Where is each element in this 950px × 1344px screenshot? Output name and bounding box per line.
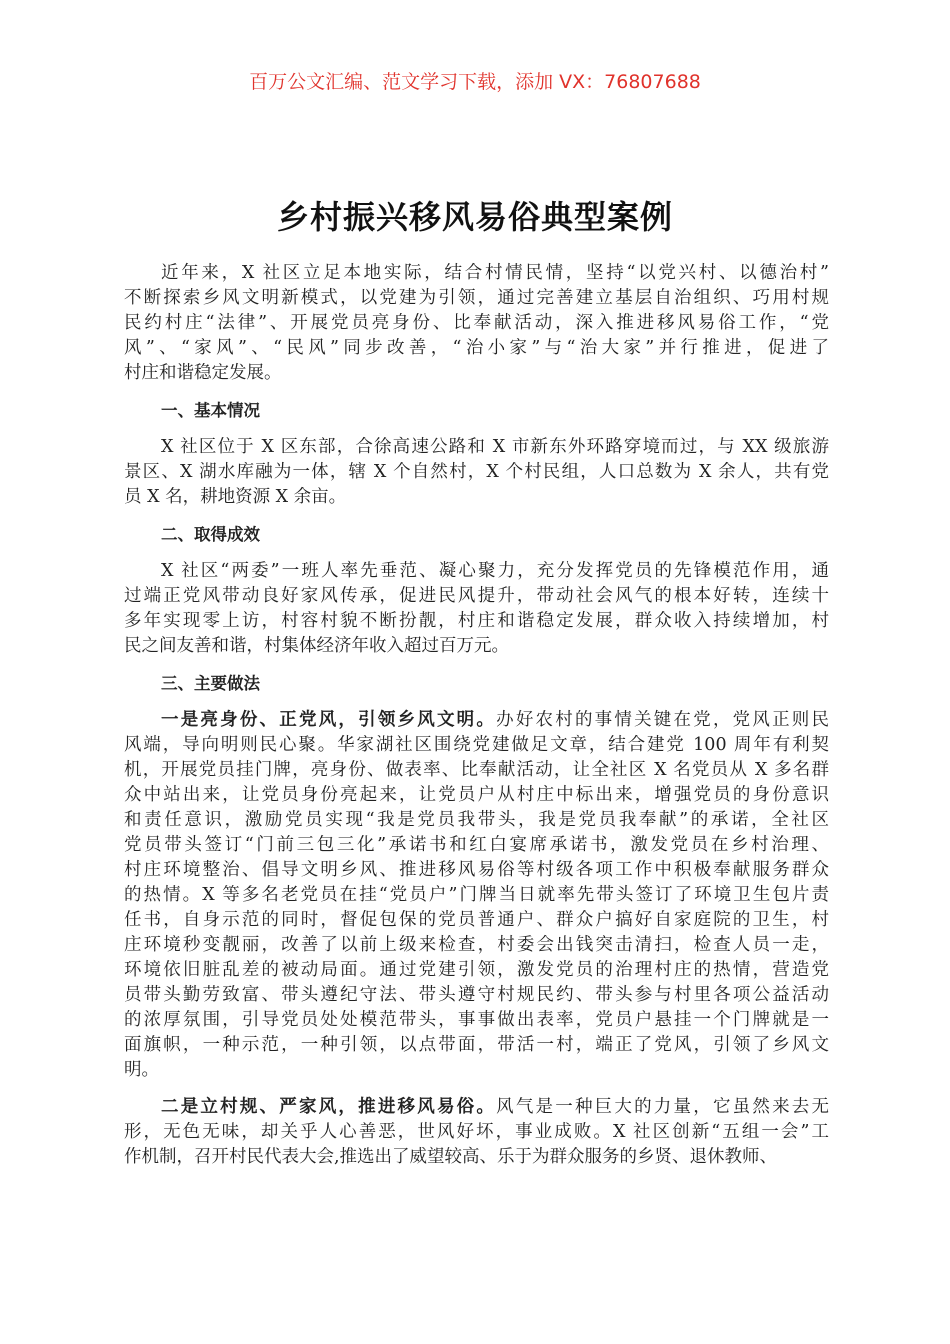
text-line <box>124 1008 829 1033</box>
line-text: 过端正党风带动良好家风传承，促进民风提升，带动社会风气的根本好转，连续十 <box>124 586 829 606</box>
line-text: 村庄和谐稳定发展。 <box>124 363 282 383</box>
line-text: 村庄环境整治、倡导文明乡风、推进移风易俗等村级各项工作中积极奉献服务群众 <box>124 860 829 880</box>
line-text: 风端，导向明则民心聚。华家湖社区围绕党建做足文章，结合建党 100 周年有利契 <box>124 735 829 755</box>
text-line <box>124 933 829 958</box>
paragraph <box>124 435 829 510</box>
text-line <box>124 758 829 783</box>
text-line <box>124 485 829 510</box>
watermark-header: 百万公文汇编、范文学习下载，添加 VX：76807688 <box>249 71 701 93</box>
line-text: 机，开展党员挂门牌，亮身份、做表率、比奉献活动，让全社区 X 名党员从 X 多名群 <box>124 760 829 780</box>
text-line <box>124 783 829 808</box>
paragraph <box>124 1095 829 1170</box>
line-text: 不断探索乡风文明新模式，以党建为引领，通过完善建立基层自治组织、巧用村规 <box>124 288 829 308</box>
line-text: 员 X 名，耕地资源 X 余亩。 <box>124 487 347 507</box>
text-line <box>124 733 829 758</box>
paragraph <box>124 708 829 1083</box>
text-line <box>124 584 829 609</box>
line-text: 多年实现零上访，村容村貌不断扮靓，村庄和谐稳定发展，群众收入持续增加，村 <box>124 611 829 631</box>
text-line <box>124 361 829 386</box>
text-line <box>124 609 829 634</box>
line-text: 风”、“家风”、“民风”同步改善，“治小家”与“治大家”并行推进，促进了 <box>124 338 829 358</box>
line-text: 作机制，召开村民代表大会,推选出了威望较高、乐于为群众服务的乡贤、退休教师、 <box>124 1147 778 1167</box>
text-line <box>124 634 829 659</box>
line-text: X 社区“两委”一班人率先垂范、凝心聚力，充分发挥党员的先锋模范作用，通 <box>161 561 829 581</box>
paragraph <box>124 261 829 386</box>
text-line <box>124 559 829 584</box>
line-text: 民之间友善和谐，村集体经济年收入超过百万元。 <box>124 636 509 656</box>
section-heading: 一、基本情况 <box>161 401 260 420</box>
text-line <box>124 261 829 286</box>
text-line <box>124 435 829 460</box>
line-text: 近年来，X 社区立足本地实际，结合村情民情，坚持“以党兴村、以德治村” <box>161 263 829 283</box>
bold-lead-sentence: 一是亮身份、正党风，引领乡风文明。 <box>161 710 497 730</box>
text-line <box>124 286 829 311</box>
line-text: 任书，自身示范的同时，督促包保的党员普通户、群众户搞好自家庭院的卫生，村 <box>124 910 829 930</box>
line-text: 环境依旧脏乱差的被动局面。通过党建引领，激发党员的治理村庄的热情，营造党 <box>124 960 829 980</box>
text-line <box>124 883 829 908</box>
text-line <box>124 1033 829 1058</box>
document-body <box>124 261 829 1182</box>
line-text: 面旗帜，一种示范，一种引领，以点带面，带活一村，端正了党风，引领了乡风文 <box>124 1035 829 1055</box>
text-line <box>124 908 829 933</box>
line-text: X 社区位于 X 区东部，合徐高速公路和 X 市新东外环路穿境而过，与 XX 级旅游 <box>161 437 829 457</box>
text-line <box>124 958 829 983</box>
section-heading: 二、取得成效 <box>161 525 260 544</box>
bold-lead-sentence: 二是立村规、严家风，推进移风易俗。 <box>161 1097 497 1117</box>
line-text: 和责任意识，激励党员实现“我是党员我带头，我是党员我奉献”的承诺，全社区 <box>124 810 829 830</box>
text-line <box>124 1120 829 1145</box>
line-text: 的浓厚氛围，引导党员处处模范带头，事事做出表率，党员户悬挂一个门牌就是一 <box>124 1010 829 1030</box>
line-text: 众中站出来，让党员身份亮起来，让党员户从村庄中标出来，增强党员的身份意识 <box>124 785 829 805</box>
text-line <box>124 1058 829 1083</box>
line-text: 风气是一种巨大的力量，它虽然来去无 <box>496 1097 830 1117</box>
line-text: 庄环境秒变靓丽，改善了以前上级来检查，村委会出钱突击清扫，检查人员一走， <box>124 935 829 955</box>
text-line <box>124 708 829 733</box>
line-text: 员带头勤劳致富、带头遵纪守法、带头遵守村规民约、带头参与村里各项公益活动 <box>124 985 829 1005</box>
text-line <box>124 336 829 361</box>
text-line <box>124 1145 829 1170</box>
text-line <box>124 808 829 833</box>
text-line <box>124 311 829 336</box>
document-title: 乡村振兴移风易俗典型案例 <box>276 198 673 236</box>
text-line <box>124 1095 829 1120</box>
paragraph <box>124 559 829 659</box>
text-line <box>124 858 829 883</box>
line-text: 形，无色无味，却关乎人心善恶，世风好坏，事业成败。X 社区创新“五组一会”工 <box>124 1122 829 1142</box>
line-text: 明。 <box>124 1060 159 1080</box>
line-text: 办好农村的事情关键在党，党风正则民 <box>496 710 830 730</box>
text-line <box>124 460 829 485</box>
line-text: 景区、X 湖水库融为一体，辖 X 个自然村，X 个村民组，人口总数为 X 余人，共有党 <box>124 462 829 482</box>
line-text: 党员带头签订“门前三包三化”承诺书和红白宴席承诺书，激发党员在乡村治理、 <box>124 835 829 855</box>
line-text: 民约村庄“法律”、开展党员亮身份、比奉献活动，深入推进移风易俗工作，“党 <box>124 313 829 333</box>
text-line <box>124 983 829 1008</box>
section-heading: 三、主要做法 <box>161 674 260 693</box>
line-text: 的热情。X 等多名老党员在挂“党员户”门牌当日就率先带头签订了环境卫生包片责 <box>124 885 829 905</box>
text-line <box>124 833 829 858</box>
